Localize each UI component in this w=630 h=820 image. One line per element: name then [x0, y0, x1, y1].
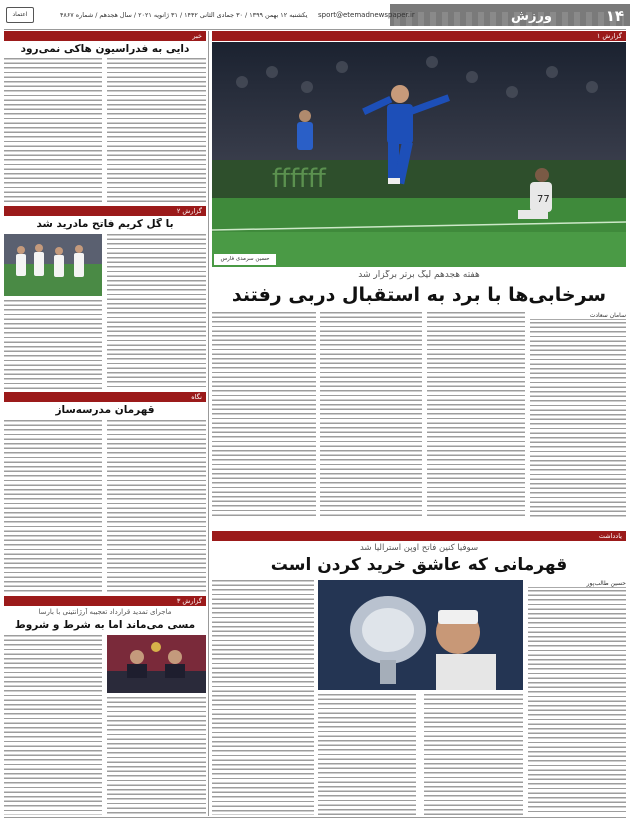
bottom-body-text-left [212, 580, 314, 815]
masthead [0, 0, 630, 30]
story-messi-text-1 [4, 635, 102, 815]
story-champion-headline: قهرمان مدرسه‌ساز [55, 404, 155, 416]
bottom-byline: حسین طالب‌پور [528, 580, 626, 588]
newspaper-logo: اعتماد [6, 7, 34, 23]
bottom-headline: قهرمانی که عاشق خرید کردن است [270, 555, 568, 575]
story-champion-text-2 [107, 420, 206, 592]
column-body-text [530, 322, 626, 517]
banner-pattern [394, 12, 624, 26]
story-messi-kicker: ماجرای تمدید قرارداد تعجیبه آرژانتینی با بارسا [38, 608, 172, 616]
page-number: ۱۴ [605, 7, 624, 25]
main-body-text-2 [320, 312, 422, 517]
issue-date-line: یکشنبه ۱۲ بهمن ۱۳۹۹ / ۳۰ جمادی الثانی ۱۴۴۲ / ۳۱ ژانویه ۲۰۲۱ / سال هجدهم / شماره ۴۸۶۷ [60, 11, 308, 19]
main-photo[interactable] [212, 42, 626, 267]
trophy-kiss-illustration [318, 580, 523, 690]
main-body-text-1 [427, 312, 525, 517]
story-champion-text-1 [4, 420, 102, 592]
soccer-players-illustration [4, 234, 102, 296]
tag-column: یادداشت [212, 531, 626, 541]
header-rule [4, 29, 626, 30]
bottom-kicker: سوفیا کنین فاتح اوپن استرالیا شد [359, 543, 479, 553]
section-title: ورزش [511, 9, 552, 24]
column-byline-area [530, 312, 626, 320]
tag-news: خبر [4, 31, 206, 41]
footer-rule [4, 817, 626, 818]
story-real-madrid-text-1 [4, 300, 102, 389]
svg-text:77: 77 [537, 194, 550, 205]
story-hockey-headline: دایی به فدراسیون هاکی نمی‌رود [20, 43, 190, 55]
story-messi-text-2 [107, 697, 206, 815]
section-email[interactable]: sport@etemadnewspaper.ir [318, 11, 415, 19]
bottom-body-text-right [528, 590, 626, 815]
tag-bottom: گزارش ۳ [4, 596, 206, 606]
story-real-madrid-text-2 [107, 234, 206, 389]
football-player-celebration-illustration [212, 42, 626, 267]
column-divider [208, 31, 209, 816]
tag-report-top: گزارش ۱ [212, 31, 626, 41]
messi-photo[interactable] [107, 635, 206, 693]
svg-text:ffffff: ffffff [272, 164, 326, 194]
bottom-body-text-mid-2 [424, 694, 523, 815]
real-madrid-photo[interactable] [4, 234, 102, 296]
tag-report-2: گزارش ۲ [4, 206, 206, 216]
story-messi-headline: مسی می‌ماند اما به شرط و شروط [14, 619, 196, 631]
main-headline: سرخابی‌ها با برد به استقبال دربی رفتند [231, 284, 607, 306]
main-body-text-3 [212, 312, 316, 517]
story-hockey-text-2 [107, 58, 206, 203]
story-real-madrid-headline: با گل کریم فاتح مادرید شد [36, 218, 174, 230]
column-byline: سامان سعادت [530, 312, 626, 320]
press-conference-illustration [107, 635, 206, 693]
bottom-body-text-mid-1 [318, 694, 416, 815]
section-banner [390, 4, 630, 26]
tennis-photo[interactable] [318, 580, 523, 690]
main-kicker: هفته هجدهم لیگ برتر برگزار شد [358, 270, 480, 280]
story-hockey-text-1 [4, 58, 102, 203]
tag-last: نگاه [4, 392, 206, 402]
photo-credit: حسین سرمدی فارس [214, 254, 276, 265]
